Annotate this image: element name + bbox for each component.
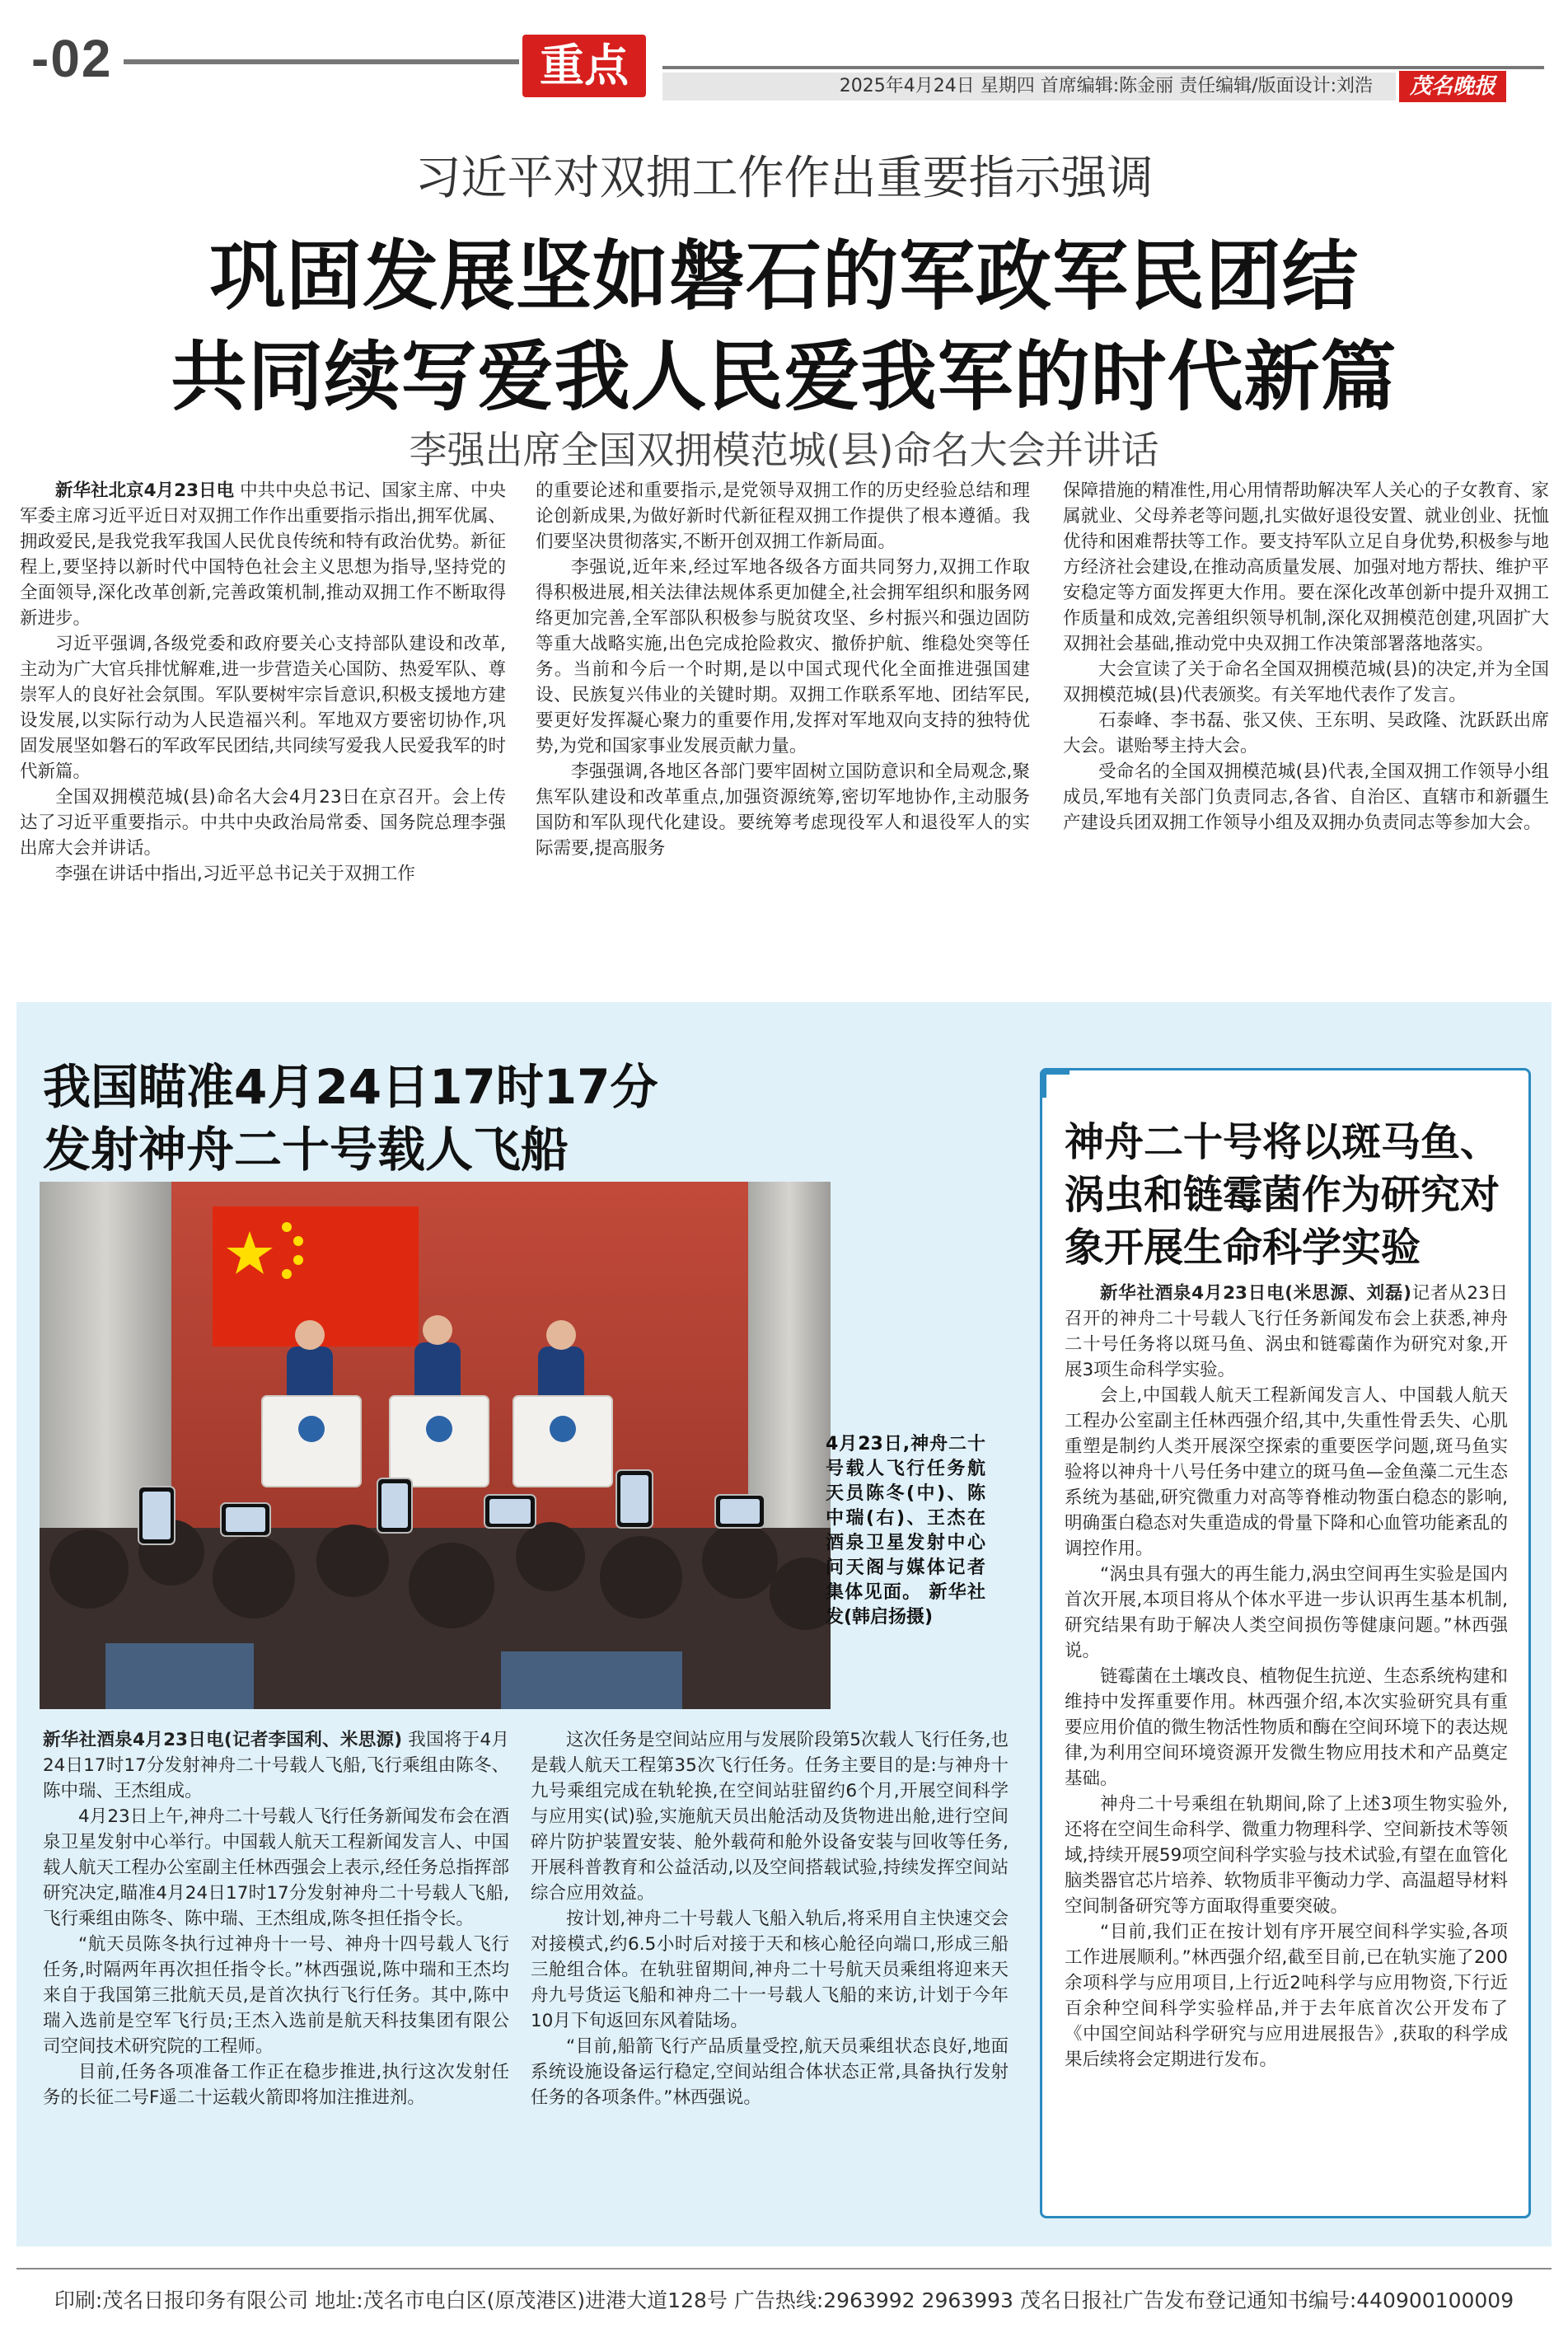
sidebar-paragraph: “涡虫具有强大的再生能力,涡虫空间再生实验是国内首次开展,本项目将从个体水平进一步认识再生基本机制,研究结果有助于解决人类空间损伤等健康问题。”林西强说。 [1065, 1564, 1508, 1661]
feature-paragraph [43, 1727, 509, 1804]
lead-dateline: 新华社北京4月23日电 [55, 480, 235, 501]
feature-paragraph: 目前,任务各项准备工作正在稳步推进,执行这次发射任务的长征二号F遥二十运载火箭即将加注推进剂。 [43, 2062, 509, 2108]
lead-paragraph: 石泰峰、李书磊、张又侠、王东明、吴政隆、沈跃跃出席大会。谌贻琴主持大会。 [1063, 710, 1549, 756]
sidebar-corner-accent [1040, 1068, 1070, 1098]
lead-paragraph: 的重要论述和重要指示,是党领导双拥工作的历史经验总结和理论创新成果,为做好新时代新征程双拥工作提供了根本遵循。我们要坚决贯彻落实,不断开创双拥工作新局面。 [536, 480, 1030, 552]
page-number: -02 [31, 29, 113, 88]
lead-headline-line2: 共同续写爱我人民爱我军的时代新篇 [171, 333, 1397, 421]
feature-paragraph: 按计划,神舟二十号载人飞船入轨后,将采用自主快速交会对接模式,约6.5小时后对接于天和核心舱径向端口,形成三船三舱组合体。在轨驻留期间,神舟二十号航天员乘组将迎来天舟九号货运飞船和神舟二十一号载人飞船的来访,计划于今年10月下旬返回东风着陆场。 [531, 1909, 1009, 2031]
lead-paragraph: 保障措施的精准性,用心用情帮助解决军人关心的子女教育、家属就业、父母养老等问题,扎实做好退役安置、就业创业、抚恤优待和困难帮扶等工作。要支持军队立足自身优势,积极参与地方经济社会建设,在推动高质量发展、加强对地方帮扶、维护平安稳定等方面发挥更大作用。要在深化改革创新中提升双拥工作质量和成效,完善组织领导机制,深化双拥模范创建,巩固扩大双拥社会基础,推动党中央双拥工作决策部署落地落实。 [1063, 480, 1549, 654]
feature-title-line1: 我国瞄准4月24日17时17分 [43, 1059, 658, 1115]
feature-column-1 [43, 1727, 509, 2205]
feature-paragraph: 4月23日上午,神舟二十号载人飞行任务新闻发布会在酒泉卫星发射中心举行。中国载人航天工程新闻发言人、中国载人航天工程办公室副主任林西强会上表示,经任务总指挥部研究决定,瞄准4月24日17时17分发射神舟二十号载人飞船,飞行乘组由陈冬、陈中瑞、王杰组成,陈冬担任指令长。 [43, 1806, 509, 1929]
feature-dateline: 新华社酒泉4月23日电(记者李国利、米思源) [43, 1730, 403, 1750]
lead-paragraph: 大会宣读了关于命名全国双拥模范城(县)的决定,并为全国双拥模范城(县)代表颁奖。有关军地代表作了发言。 [1063, 659, 1549, 705]
feature-title-line2: 发射神舟二十号载人飞船 [43, 1122, 569, 1178]
lead-paragraph: 李强强调,各地区各部门要牢固树立国防意识和全局观念,聚焦军队建设和改革重点,加强资源统筹,密切军地协作,主动服务国防和军队现代化建设。要统筹考虑现役军人和退役军人的实际需要,提高服务 [536, 761, 1030, 859]
sidebar-column [1065, 1281, 1508, 2204]
paragraph-text: 中共中央总书记、国家主席、中央军委主席习近平近日对双拥工作作出重要指示指出,拥军优属、拥政爱民,是我党我军我国人民优良传统和特有政治优势。新征程上,要坚持以新时代中国特色社会主义思想为指导,坚持党的全面领导,深化改革创新,完善政策机制,推动双拥工作不断取得新进步。 [20, 480, 506, 629]
header-rule [662, 66, 1544, 69]
feature-paragraph: “目前,船箭飞行产品质量受控,航天员乘组状态良好,地面系统设施设备运行稳定,空间站组合体状态正常,具备执行发射任务的各项条件。”林西强说。 [531, 2036, 1009, 2108]
feature-paragraph: 这次任务是空间站应用与发展阶段第5次载人飞行任务,也是载人航天工程第35次飞行任务。任务主要目的是:与神舟十九号乘组完成在轨轮换,在空间站驻留约6个月,开展空间科学与应用实(试)验,实施航天员出舱活动及货物进出舱,进行空间碎片防护装置安装、舱外载荷和舱外设备安装与回收等任务,开展科普教育和公益活动,以及空间搭载试验,持续发挥空间站综合应用效益。 [531, 1730, 1009, 1904]
lead-paragraph: 李强说,近年来,经过军地各级各方面共同努力,双拥工作取得积极进展,相关法律法规体系更加健全,社会拥军组织和服务网络更加完善,全军部队积极参与脱贫攻坚、乡村振兴和强边固防等重大战略实施,出色完成抢险救灾、撤侨护航、维稳处突等任务。当前和今后一个时期,是以中国式现代化全面推进强国建设、民族复兴伟业的关键时期。双拥工作联系军地、团结军民,要更好发挥凝心聚力的重要作用,发挥对军地双向支持的独特优势,为党和国家事业发展贡献力量。 [536, 557, 1030, 756]
photo-illustration [40, 1182, 831, 1709]
paragraph-text: 我国将于4月24日17时17分发射神舟二十号载人飞船,飞行乘组由陈冬、陈中瑞、王杰组成。 [43, 1730, 509, 1801]
feature-column-2 [531, 1727, 1009, 2205]
sidebar-paragraph: 神舟二十号乘组在轨期间,除了上述3项生物实验外,还将在空间生命科学、微重力物理科学、空间新技术等领域,持续开展59项空间科学实验与技术试验,有望在血管化脑类器官芯片培养、软物质非平衡动力学、高温超导材料空间制备研究等方面取得重要突破。 [1065, 1794, 1508, 1917]
lead-paragraph: 习近平强调,各级党委和政府要关心支持部队建设和改革,主动为广大官兵排忧解难,进一步营造关心国防、热爱军队、尊崇军人的良好社会氛围。军队要树牢宗旨意识,积极支援地方建设发展,以实际行动为人民造福兴利。军地双方要密切协作,巩固发展坚如磐石的军政军民团结,共同续写爱我人民爱我军的时代新篇。 [20, 634, 506, 782]
lead-headline-line1: 巩固发展坚如磐石的军政军民团结 [208, 232, 1359, 321]
footer-imprint: 印刷:茂名日报印务有限公司 地址:茂名市电白区(原茂港区)进港大道128号 广告热线:2963992 2963993 茂名日报社广告发布登记通知书编号:440900100009 [54, 2288, 1514, 2312]
masthead-logo: 茂名晚报 [1399, 71, 1506, 102]
lead-paragraph: 受命名的全国双拥模范城(县)代表,全国双拥工作领导小组成员,军地有关部门负责同志,各省、自治区、直辖市和新疆生产建设兵团双拥工作领导小组及双拥办负责同志等参加大会。 [1063, 761, 1549, 833]
sidebar-paragraph: 会上,中国载人航天工程新闻发言人、中国载人航天工程办公室副主任林西强介绍,其中,失重性骨丢失、心肌重塑是制约人类开展深空探索的重要医学问题,斑马鱼实验将以神舟十八号任务中建立的斑马鱼—金鱼藻二元生态系统为基础,研究微重力对高等脊椎动物蛋白稳态的影响,明确蛋白稳态对失重造成的骨量下降和心血管功能紊乱的调控作用。 [1065, 1385, 1508, 1559]
header-rule [124, 59, 519, 64]
lead-column-3 [1063, 478, 1549, 964]
lead-paragraph: 李强在讲话中指出,习近平总书记关于双拥工作 [55, 864, 415, 884]
photo-caption: 4月23日,神舟二十号载人飞行任务航天员陈冬(中)、陈中瑞(右)、王杰在酒泉卫星发射中心问天阁与媒体记者集体见面。 新华社发(韩启扬摄) [826, 1434, 985, 1628]
sidebar-title: 神舟二十号将以斑马鱼、涡虫和链霉菌作为研究对象开展生命科学实验 [1065, 1119, 1500, 1271]
sidebar-dateline: 新华社酒泉4月23日电(米思源、刘磊) [1100, 1283, 1411, 1304]
news-photo [40, 1182, 831, 1709]
lead-paragraph [20, 478, 506, 631]
edition-info: 2025年4月24日 星期四 首席编辑:陈金丽 责任编辑/版面设计:刘浩 [662, 73, 1396, 101]
lead-kicker: 习近平对双拥工作作出重要指示强调 [414, 152, 1154, 205]
section-tag: 重点 [522, 35, 646, 97]
footer-rule [16, 2268, 1552, 2269]
page-header [0, 0, 1568, 115]
lead-column-2 [536, 478, 1030, 964]
sidebar-paragraph: 链霉菌在土壤改良、植物促生抗逆、生态系统构建和维持中发挥重要作用。林西强介绍,本次实验研究具有重要应用价值的微生物活性物质和酶在空间环境下的表达规律,为利用空间环境资源开发微生物应用技术和产品奠定基础。 [1065, 1666, 1508, 1789]
lead-paragraph: 全国双拥模范城(县)命名大会4月23日在京召开。会上传达了习近平重要指示。中共中央政治局常委、国务院总理李强出席大会并讲话。 [20, 787, 506, 859]
sidebar-paragraph: “目前,我们正在按计划有序开展空间科学实验,各项工作进展顺利。”林西强介绍,截至目前,已在轨实施了200余项科学与应用项目,上行近2吨科学与应用物资,下行近百余种空间科学实验样品,并于去年底首次公开发布了《中国空间站科学研究与应用进展报告》,获取的科学成果后续将会定期进行发布。 [1065, 1922, 1508, 2070]
lead-subheadline: 李强出席全国双拥模范城(县)命名大会并讲话 [409, 428, 1159, 472]
paragraph-text: 记者从23日召开的神舟二十号载人飞行任务新闻发布会上获悉,神舟二十号任务将以斑马鱼、涡虫和链霉菌作为研究对象,开展3项生命科学实验。 [1065, 1283, 1508, 1380]
lead-column-1 [20, 478, 506, 964]
sidebar-paragraph [1065, 1281, 1508, 1383]
feature-paragraph: “航天员陈冬执行过神舟十一号、神舟十四号载人飞行任务,时隔两年再次担任指令长。”林西强说,陈中瑞和王杰均来自于我国第三批航天员,是首次执行飞行任务。其中,陈中瑞入选前是空军飞行员;王杰入选前是航天科技集团有限公司空间技术研究院的工程师。 [43, 1934, 509, 2057]
